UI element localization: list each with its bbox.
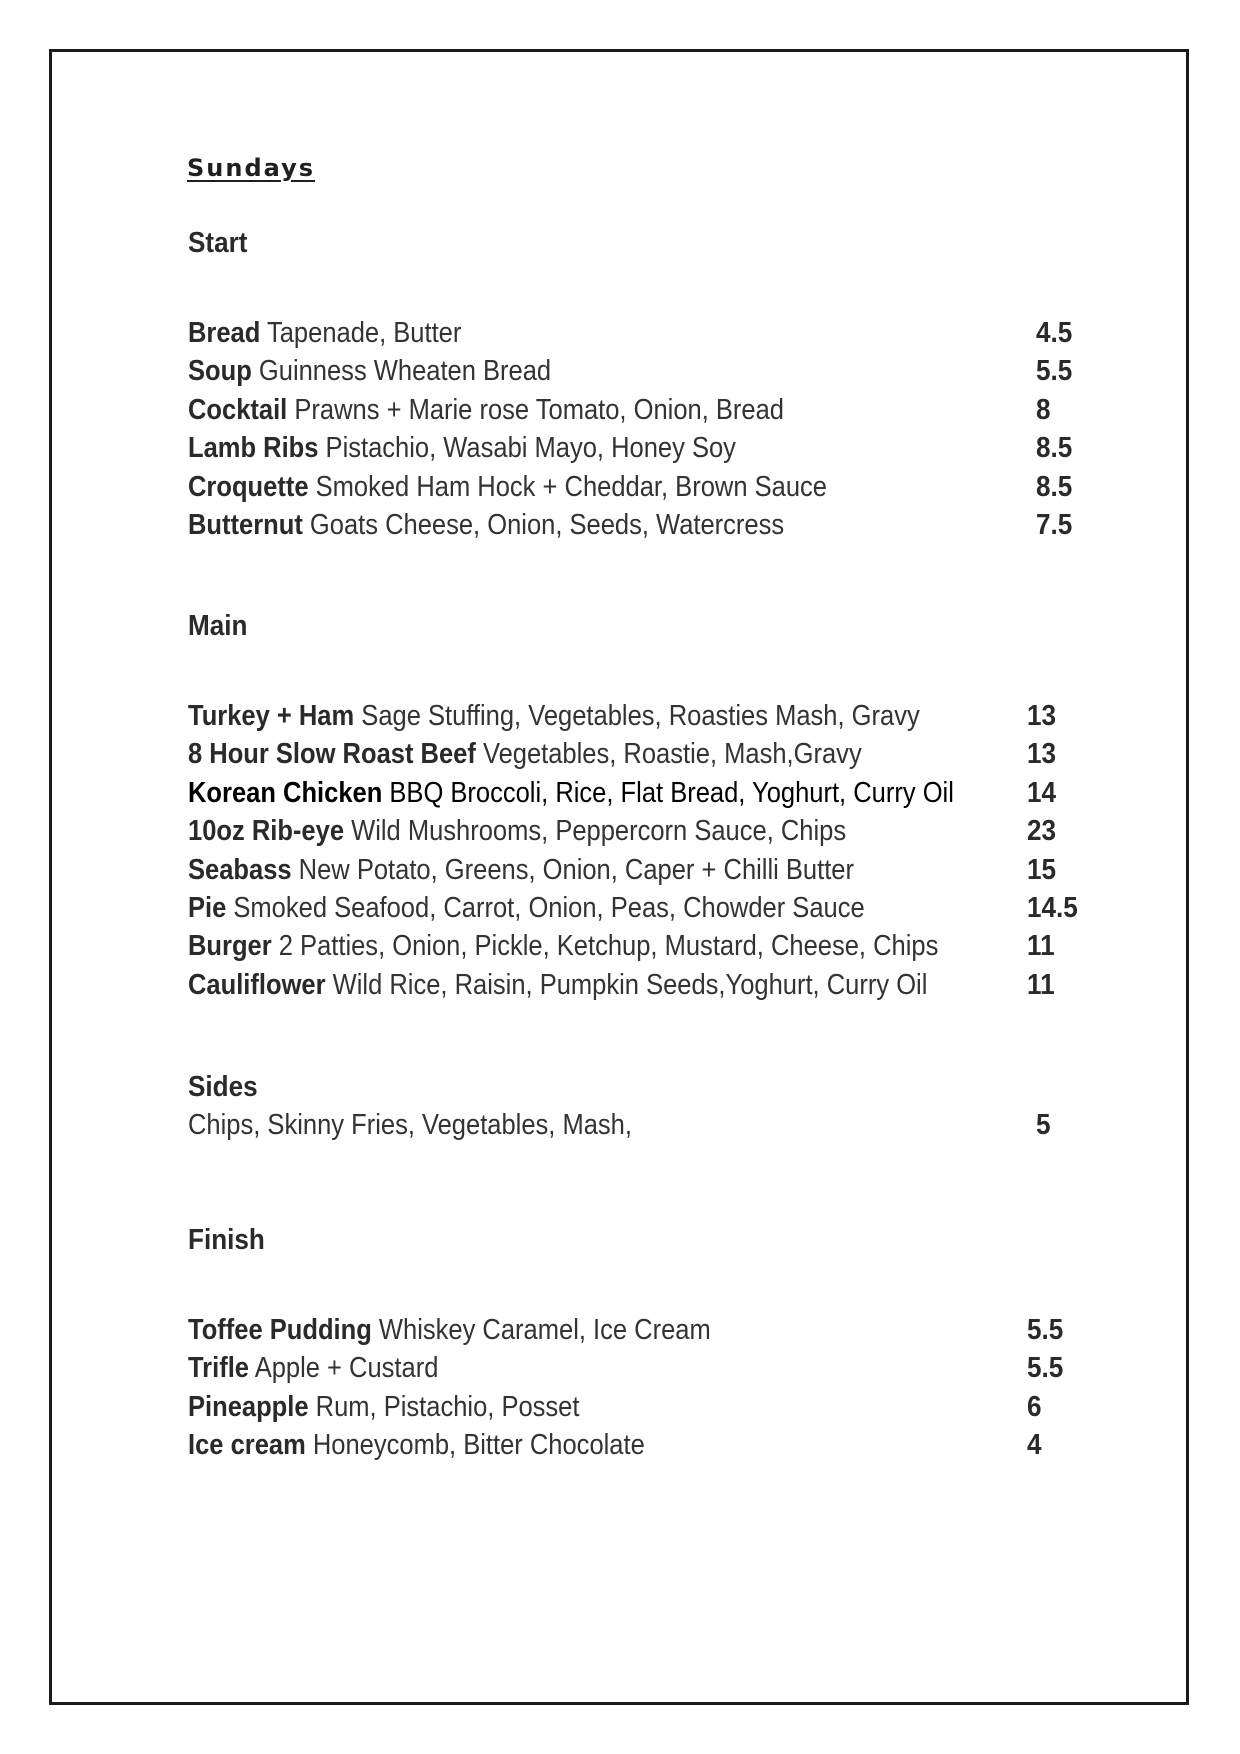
item-price: 5 (1036, 1109, 1051, 1141)
item-name: Burger (188, 930, 272, 963)
menu-item (188, 314, 1128, 352)
section-main (188, 607, 1128, 1004)
item-description: Tapenade, Butter (266, 317, 462, 349)
menu-list (188, 697, 1128, 1004)
item-price: 4.5 (1036, 317, 1073, 349)
item-name: Turkey + Ham (188, 700, 355, 732)
item-name: Ice cream (188, 1429, 306, 1462)
menu-item (188, 1349, 1128, 1387)
menu-item (188, 1311, 1128, 1349)
item-price: 11 (1027, 968, 1055, 1001)
item-name: Soup (188, 355, 252, 388)
item-description: Honeycomb, Bitter Chocolate (312, 1429, 645, 1462)
menu-item (188, 468, 1128, 506)
menu-item (188, 352, 1128, 390)
item-price: 13 (1027, 738, 1057, 771)
item-price: 23 (1027, 815, 1057, 848)
item-price: 8.5 (1036, 470, 1073, 503)
item-price: 11 (1027, 930, 1055, 963)
item-price: 5.5 (1027, 1314, 1064, 1346)
menu-item (188, 774, 1128, 812)
item-description: BBQ Broccoli, Rice, Flat Bread, Yoghurt, Curry Oil (389, 776, 954, 809)
section-heading: Sides (188, 1071, 258, 1103)
item-price: 7.5 (1036, 508, 1073, 541)
section-heading: Main (188, 610, 248, 642)
item-price: 6 (1027, 1390, 1042, 1423)
item-description: Wild Mushrooms, Peppercorn Sauce, Chips (351, 815, 847, 848)
item-description: Pistachio, Wasabi Mayo, Honey Soy (325, 432, 736, 465)
menu-title: Sundays (187, 154, 316, 182)
item-price: 15 (1027, 853, 1057, 886)
item-price: 13 (1027, 700, 1057, 732)
item-price: 8.5 (1036, 432, 1073, 465)
item-description: Wild Rice, Raisin, Pumpkin Seeds,Yoghurt, Curry Oil (332, 968, 928, 1001)
item-description: Smoked Seafood, Carrot, Onion, Peas, Chowder Sauce (233, 891, 865, 924)
menu-item (188, 927, 1128, 965)
section-heading: Finish (188, 1224, 265, 1256)
item-description: 2 Patties, Onion, Pickle, Ketchup, Mustard, Cheese, Chips (278, 930, 939, 963)
item-name: Pineapple (188, 1390, 309, 1423)
item-description: Vegetables, Roastie, Mash,Gravy (475, 738, 862, 771)
item-name: Butternut (188, 508, 303, 541)
item-description: Guinness Wheaten Bread (258, 355, 552, 388)
item-description: Smoked Ham Hock + Cheddar, Brown Sauce (315, 470, 827, 503)
item-price: 8 (1036, 393, 1051, 426)
item-description: Goats Cheese, Onion, Seeds, Watercress (309, 508, 785, 541)
menu-item (188, 697, 1128, 735)
menu-item (188, 966, 1128, 1004)
item-description: Chips, Skinny Fries, Vegetables, Mash, (188, 1109, 632, 1141)
item-name: Korean Chicken (188, 776, 383, 809)
item-name: Bread (188, 317, 261, 349)
item-description: Whiskey Caramel, Ice Cream (378, 1314, 711, 1346)
item-name: 8 Hour Slow Roast Beef (188, 738, 476, 771)
menu-item (188, 429, 1128, 467)
section-heading: Start (188, 227, 248, 259)
item-name: Cauliflower (188, 968, 326, 1001)
section-start (188, 224, 1128, 544)
section-sides (188, 1068, 1128, 1144)
menu-item (188, 735, 1128, 773)
item-description: Rum, Pistachio, Posset (315, 1390, 580, 1423)
menu-item (188, 391, 1128, 429)
menu-item (188, 1106, 1128, 1144)
item-name: Pie (188, 891, 227, 924)
item-name: Trifle (188, 1352, 249, 1385)
item-description: New Potato, Greens, Onion, Caper + Chilli Butter (298, 853, 855, 886)
menu-item (188, 1426, 1128, 1464)
item-name: Seabass (188, 853, 292, 886)
item-price: 14.5 (1027, 891, 1078, 924)
item-name: Croquette (188, 470, 309, 503)
menu-list (188, 1106, 1128, 1144)
menu-list (188, 314, 1128, 544)
item-price: 14 (1027, 776, 1057, 809)
item-name: Lamb Ribs (188, 432, 319, 465)
item-price: 5.5 (1036, 355, 1073, 388)
item-description: Prawns + Marie rose Tomato, Onion, Bread (294, 393, 784, 426)
menu-item (188, 1388, 1128, 1426)
menu-list (188, 1311, 1128, 1465)
item-description: Apple + Custard (254, 1352, 439, 1385)
menu-item (188, 889, 1128, 927)
item-price: 5.5 (1027, 1352, 1064, 1385)
item-name: Cocktail (188, 393, 288, 426)
menu-item (188, 812, 1128, 850)
section-finish (188, 1221, 1128, 1465)
item-price: 4 (1027, 1429, 1042, 1462)
item-name: Toffee Pudding (188, 1314, 372, 1346)
item-name: 10oz Rib-eye (188, 815, 345, 848)
menu-item (188, 506, 1128, 544)
menu-item (188, 851, 1128, 889)
item-description: Sage Stuffing, Vegetables, Roasties Mash, Gravy (361, 700, 920, 732)
